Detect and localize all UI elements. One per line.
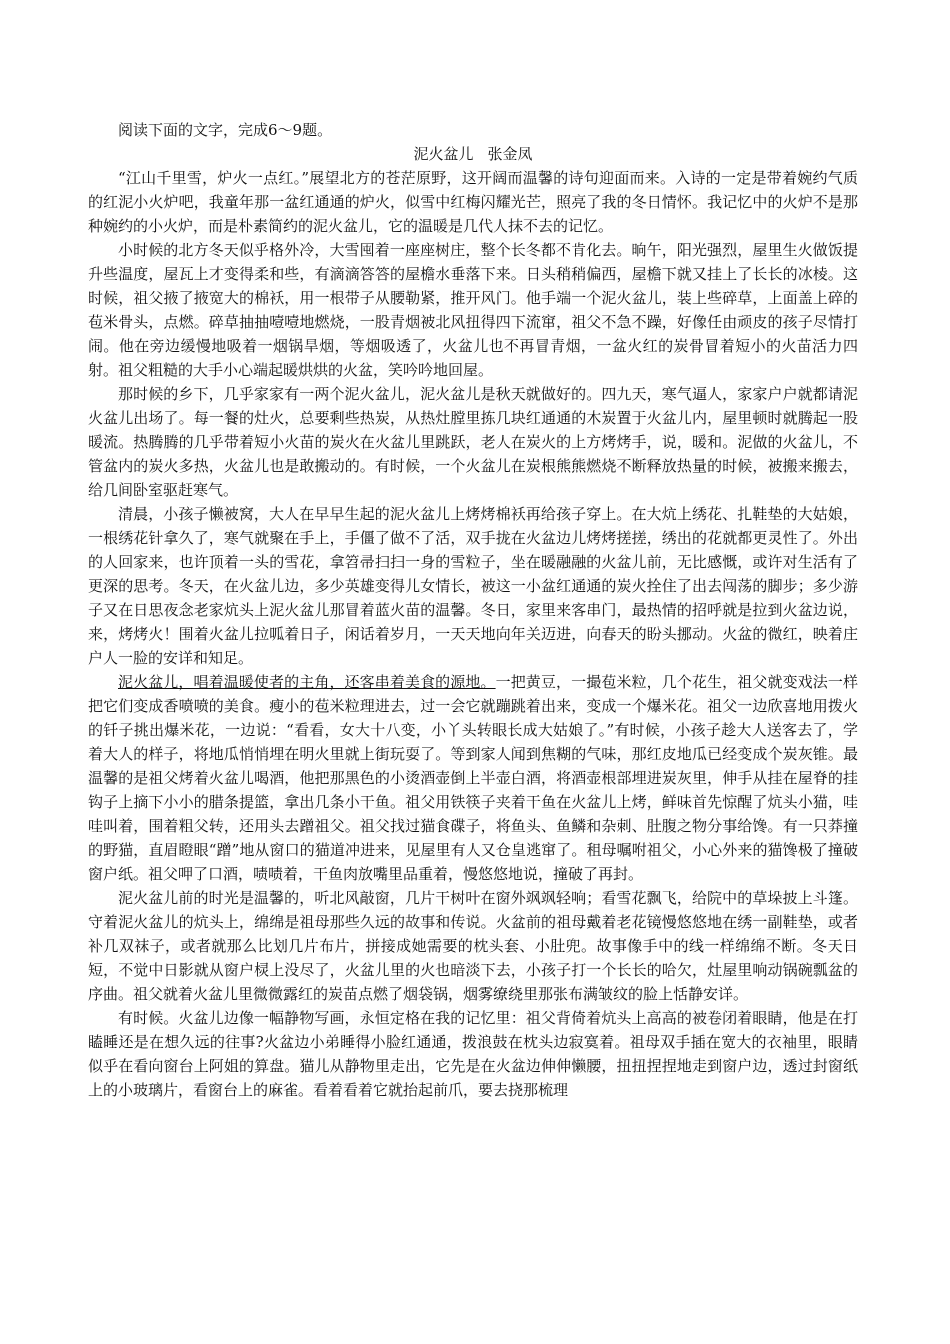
- paragraph-1: “江山千里雪，炉火一点红。”展望北方的苍茫原野，这开阔而温馨的诗句迎面而来。入诗的一定是带着婉约气质的红泥小火炉吧，我童年那一盆红通通的炉火，似雪中红梅闪耀光芒，照亮了我的冬日情怀。我记忆中的火炉不是那种婉约的小火炉，而是朴素简约的泥火盆儿，它的温暖是几代人抹不去的记忆。: [88, 169, 858, 235]
- document-page: [88, 118, 858, 1102]
- paragraph-5-text: 一把黄豆，一撮苞米粒，几个花生，祖父就变戏法一样把它们变成香喷喷的美食。瘦小的苞米粒理进去，过一会它就蹦跳着出来，变成一个爆米花。祖父一边欣喜地用拨火的钎子挑出爆米花，一边说：“看看，女大十八变，小丫头转眼长成大姑娘了。”有时候，小孩子趁大人送客去了，学着大人的样子，将地瓜悄悄埋在明火里就上街玩耍了。等到家人闻到焦糊的气味，那红皮地瓜已经变成个炭灰锥。最温馨的是祖父烤着火盆儿喝酒，他把那黑色的小烫酒壶倒上半壶白酒，将酒壶根部埋进炭灰里，伸手从挂在屋脊的挂钩子上摘下小小的腊条提篮，拿出几条小干鱼。祖父用铁筷子夹着干鱼在火盆儿上烤，鲜味首先惊醒了炕头小猫，哇哇叫着，围着粗父转，还用头去蹭祖父。祖父找过猫食碟子，将鱼头、鱼鳞和杂刺、肚腹之物分事给馋。有一只莽撞的野猫，直眉瞪眼“蹭”地从窗口的猫道冲进来，见屋里有人又仓皇逃窜了。租母嘱咐祖父，小心外来的猫馋极了撞破窗户纸。祖父呷了口酒，啧啧着，干鱼肉放嘴里品重着，慢悠悠地说，撞破了再封。: [88, 673, 858, 883]
- paragraph-7: 有时候。火盆儿边像一幅静物写画，永恒定格在我的记忆里：祖父背倚着炕头上高高的被卷闭着眼睛，他是在打瞌睡还是在想久远的往事?火盆边小弟睡得小脸红通通，拨浪鼓在枕头边寂寞着。祖母双手插在宽大的衣袖里，眼睛似乎在看向窗台上阿姐的算盘。猫儿从静物里走出，它先是在火盆边伸伸懒腰，扭扭捏捏地走到窗户边，透过封窗纸上的小玻璃片，看窗台上的麻雀。看着看着它就抬起前爪，要去挠那梳理: [88, 1009, 858, 1099]
- underlined-sentence: 泥火盆儿，唱着温暖使者的主角，还客串着美食的源地。: [118, 673, 496, 691]
- paragraph-5: [88, 670, 858, 886]
- paragraph-6: 泥火盆儿前的时光是温馨的，听北风敲窗，几片干树叶在窗外飒飒轻响；看雪花飘飞，给院中的草垛披上斗篷。守着泥火盆儿的炕头上，绵绵是祖母那些久远的故事和传说。火盆前的祖母戴着老花镜慢悠悠地在绣一副鞋垫，或者补几双袜子，或者就那么比划几片布片，拼接成她需要的枕头套、小肚兜。故事像手中的线一样绵绵不断。冬天日短，不觉中日影就从窗户棂上没尽了，火盆儿里的火也暗淡下去，小孩子打一个长长的哈欠，灶屋里响动锅碗瓢盆的序曲。祖父就着火盆儿里微微露红的炭苗点燃了烟袋锅，烟雾缭绕里那张布满皱纹的脸上恬静安详。: [88, 889, 858, 1003]
- article-title-line: [88, 142, 858, 166]
- article-author: 张金凤: [487, 145, 533, 163]
- article-title: 泥火盆儿: [413, 145, 474, 163]
- paragraph-3: 那时候的乡下，几乎家家有一两个泥火盆儿，泥火盆儿是秋天就做好的。四九天，寒气逼人，家家户户就都请泥火盆儿出场了。每一餐的灶火，总要剩些热炭，从热灶膛里拣几块红通通的木炭置于火盆儿内，屋里顿时就腾起一股暖流。热腾腾的几乎带着短小火苗的炭火在火盆儿里跳跃，老人在炭火的上方烤烤手，说，暖和。泥做的火盆儿，不管盆内的炭火多热，火盆儿也是敢搬动的。有时候，一个火盆儿在炭根熊熊燃烧不断释放热量的时候，被搬来搬去，给几间卧室驱赶寒气。: [88, 385, 858, 499]
- paragraph-4: 清晨，小孩子懒被窝，大人在早早生起的泥火盆儿上烤烤棉袄再给孩子穿上。在大炕上绣花、扎鞋垫的大姑娘，一根绣花针拿久了，寒气就聚在手上，手僵了做不了活，双手拢在火盆边儿烤烤搓搓，绣出的花就都更灵性了。外出的人回家来，也许顶着一头的雪花，拿笤帚扫扫一身的雪粒子，坐在暖融融的火盆儿前，无比感慨，或许对生活有了更深的思考。冬天，在火盆儿边，多少英雄变得儿女情长，被这一小盆红通通的炭火拴住了出去闯荡的脚步；多少游子又在日思夜念老家炕头上泥火盆儿那冒着蓝火苗的温馨。冬日，家里来客串门，最热情的招呼就是拉到火盆边说，来，烤烤火！围着火盆儿拉呱着日子，闲话着岁月，一天天地向年关迈进，向春天的盼头挪动。火盆的微红，映着庄户人一脸的安详和知足。: [88, 505, 858, 667]
- question-instruction: 阅读下面的文字，完成6～9题。: [118, 121, 333, 139]
- paragraph-2: 小时候的北方冬天似乎格外冷，大雪囤着一座座树庄，整个长冬都不肯化去。晌午，阳光强烈，屋里生火做饭提升些温度，屋瓦上才变得柔和些，有滴滴答答的屋檐水垂落下来。日头稍稍偏西，屋檐下就又挂上了长长的冰棱。这时候，祖父掖了掖宽大的棉袄，用一根带子从腰勒紧，推开风门。他手端一个泥火盆儿，装上些碎草，上面盖上碎的苞米骨头，点燃。碎草抽抽噎噎地燃烧，一股青烟被北风扭得四下流窜，祖父不急不躁，好像任由顽皮的孩子尽情打闹。他在旁边缓慢地吸着一烟锅旱烟，等烟吸透了，火盆儿也不再冒青烟，一盆火红的炭骨冒着短小的火苗活力四射。祖父粗糙的大手小心端起暖烘烘的火盆，笑吟吟地回屋。: [88, 241, 858, 379]
